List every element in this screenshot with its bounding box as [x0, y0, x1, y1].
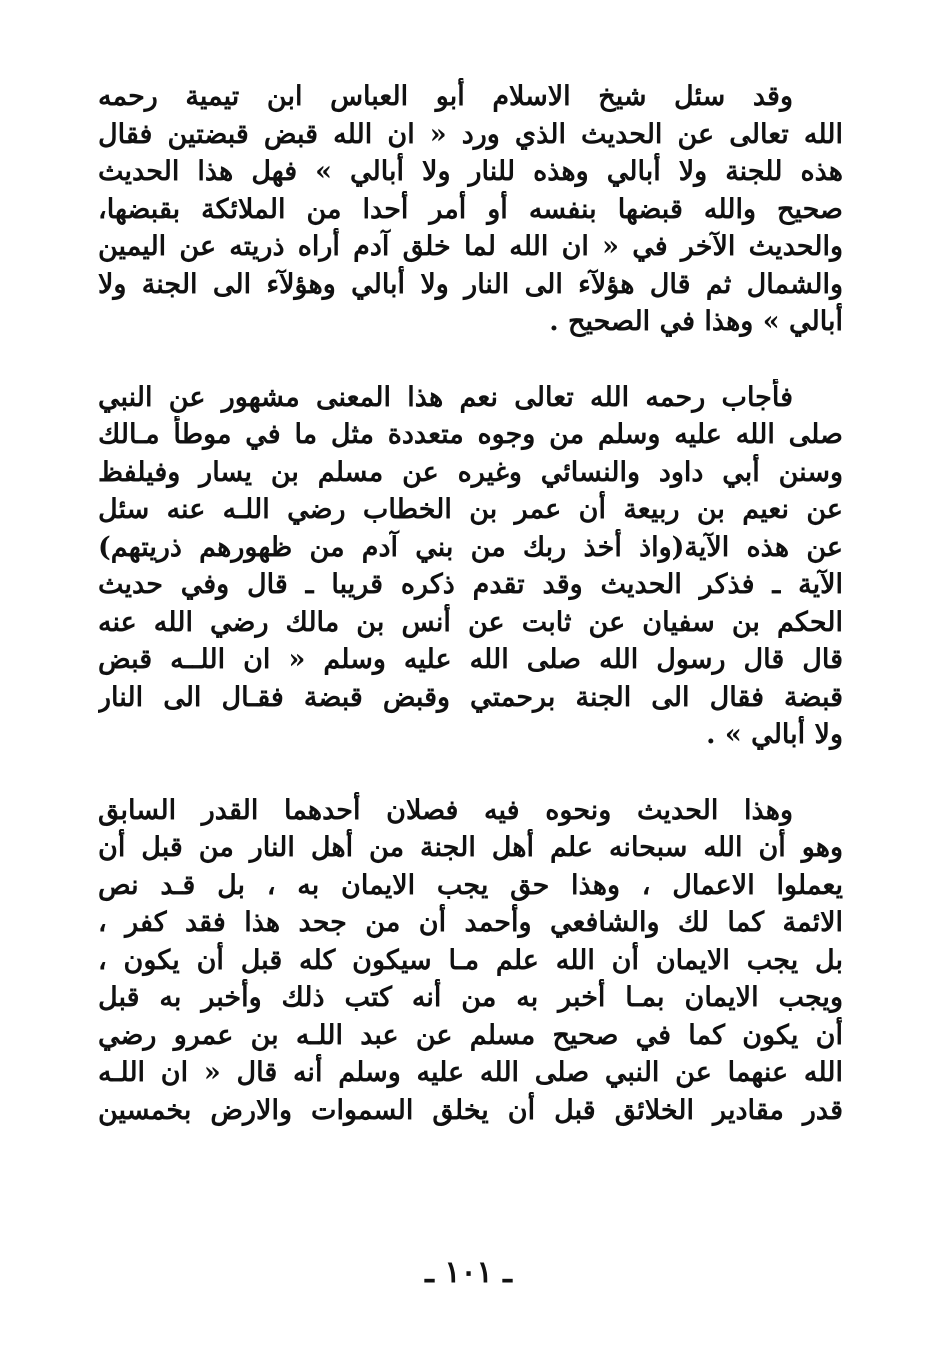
- text-line: ولا أبالي » .: [706, 719, 843, 750]
- text-line: فأجاب رحمه الله تعالى نعم هذا المعنى مشهور عن النبي: [98, 381, 793, 413]
- page-number: ـ ١٠١ ـ: [425, 1255, 512, 1290]
- text-line: قبضة فقال الى الجنة برحمتي وقبض قبضة فقـال الى النار: [98, 681, 843, 713]
- text-line: أبالي » وهذا في الصحيح .: [549, 306, 843, 337]
- text-line: قال قال رسول الله صلى الله عليه وسلم « ان اللــه قبض: [98, 644, 843, 675]
- text-line: هذه للجنة ولا أبالي وهذه للنار ولا أبالي » فهل هذا الحديث: [98, 156, 843, 187]
- text-line: صحيح والله قبضها بنفسه أو أمر أحدا من الملائكة بقبضها،: [98, 193, 843, 225]
- text-line: الله عنهما عن النبي صلى الله عليه وسلم أنه قال « ان اللـه: [98, 1057, 843, 1088]
- text-line: عن نعيم بن ربيعة أن عمر بن الخطاب رضي اللـه عنه سئل: [98, 494, 843, 525]
- text-line: الله تعالى عن الحديث الذي ورد « ان الله قبض قبضتين فقال: [98, 118, 843, 150]
- text-line: ويجب الايمان بمـا أخبر به من أنه كتب ذلك وأخبر به قبل: [98, 982, 843, 1013]
- paragraph-answer: [98, 379, 843, 754]
- paragraph-question: [98, 78, 843, 341]
- text-line: أن يكون كما في صحيح مسلم عن عبد اللـه بن عمرو رضي: [98, 1019, 843, 1051]
- text-line: والحديث الآخر في « ان الله لما خلق آدم أراه ذريته عن اليمين: [98, 231, 843, 262]
- paragraph-gap: [98, 754, 843, 792]
- paragraph-discussion: [98, 792, 843, 1130]
- text-line: وهو أن الله سبحانه علم أهل الجنة من أهل النار من قبل أن: [98, 832, 843, 863]
- text-line: يعملوا الاعمال ، وهذا حق يجب الايمان به ، بل قـد نص: [98, 869, 843, 901]
- text-line: وقد سئل شيخ الاسلام أبو العباس ابن تيمية رحمه: [98, 81, 793, 112]
- text-line: الآية ـ فذكر الحديث وقد تقدم ذكره قريبا ـ قال وفي حديث: [98, 569, 843, 600]
- text-line: وهذا الحديث ونحوه فيه فصلان أحدهما القدر السابق: [98, 794, 793, 826]
- text-line: قدر مقادير الخلائق قبل أن يخلق السموات والارض بخمسين: [98, 1094, 843, 1126]
- text-line: بل يجب الايمان أن الله علم مـا سيكون كله قبل أن يكون ،: [98, 944, 843, 976]
- text-line: عن هذه الآية(واذ أخذ ربك من بني آدم من ظهورهم ذريتهم): [98, 531, 843, 563]
- text-line: الحكم بن سفيان عن ثابت عن أنس بن مالك رضي الله عنه: [98, 606, 843, 638]
- text-line: الائمة كما لك والشافعي وأحمد أن من جحد هذا فقد كفر ،: [98, 907, 843, 938]
- text-line: صلى الله عليه وسلم من وجوه متعددة مثل ما في موطأ مـالك: [98, 419, 843, 450]
- page-body: [98, 78, 843, 1129]
- text-line: والشمال ثم قال هؤلآء الى النار ولا أبالي وهؤلآء الى الجنة ولا: [98, 268, 843, 300]
- paragraph-gap: [98, 341, 843, 379]
- text-line: وسنن أبي داود والنسائي وغيره عن مسلم بن يسار وفيلفظ: [98, 456, 843, 488]
